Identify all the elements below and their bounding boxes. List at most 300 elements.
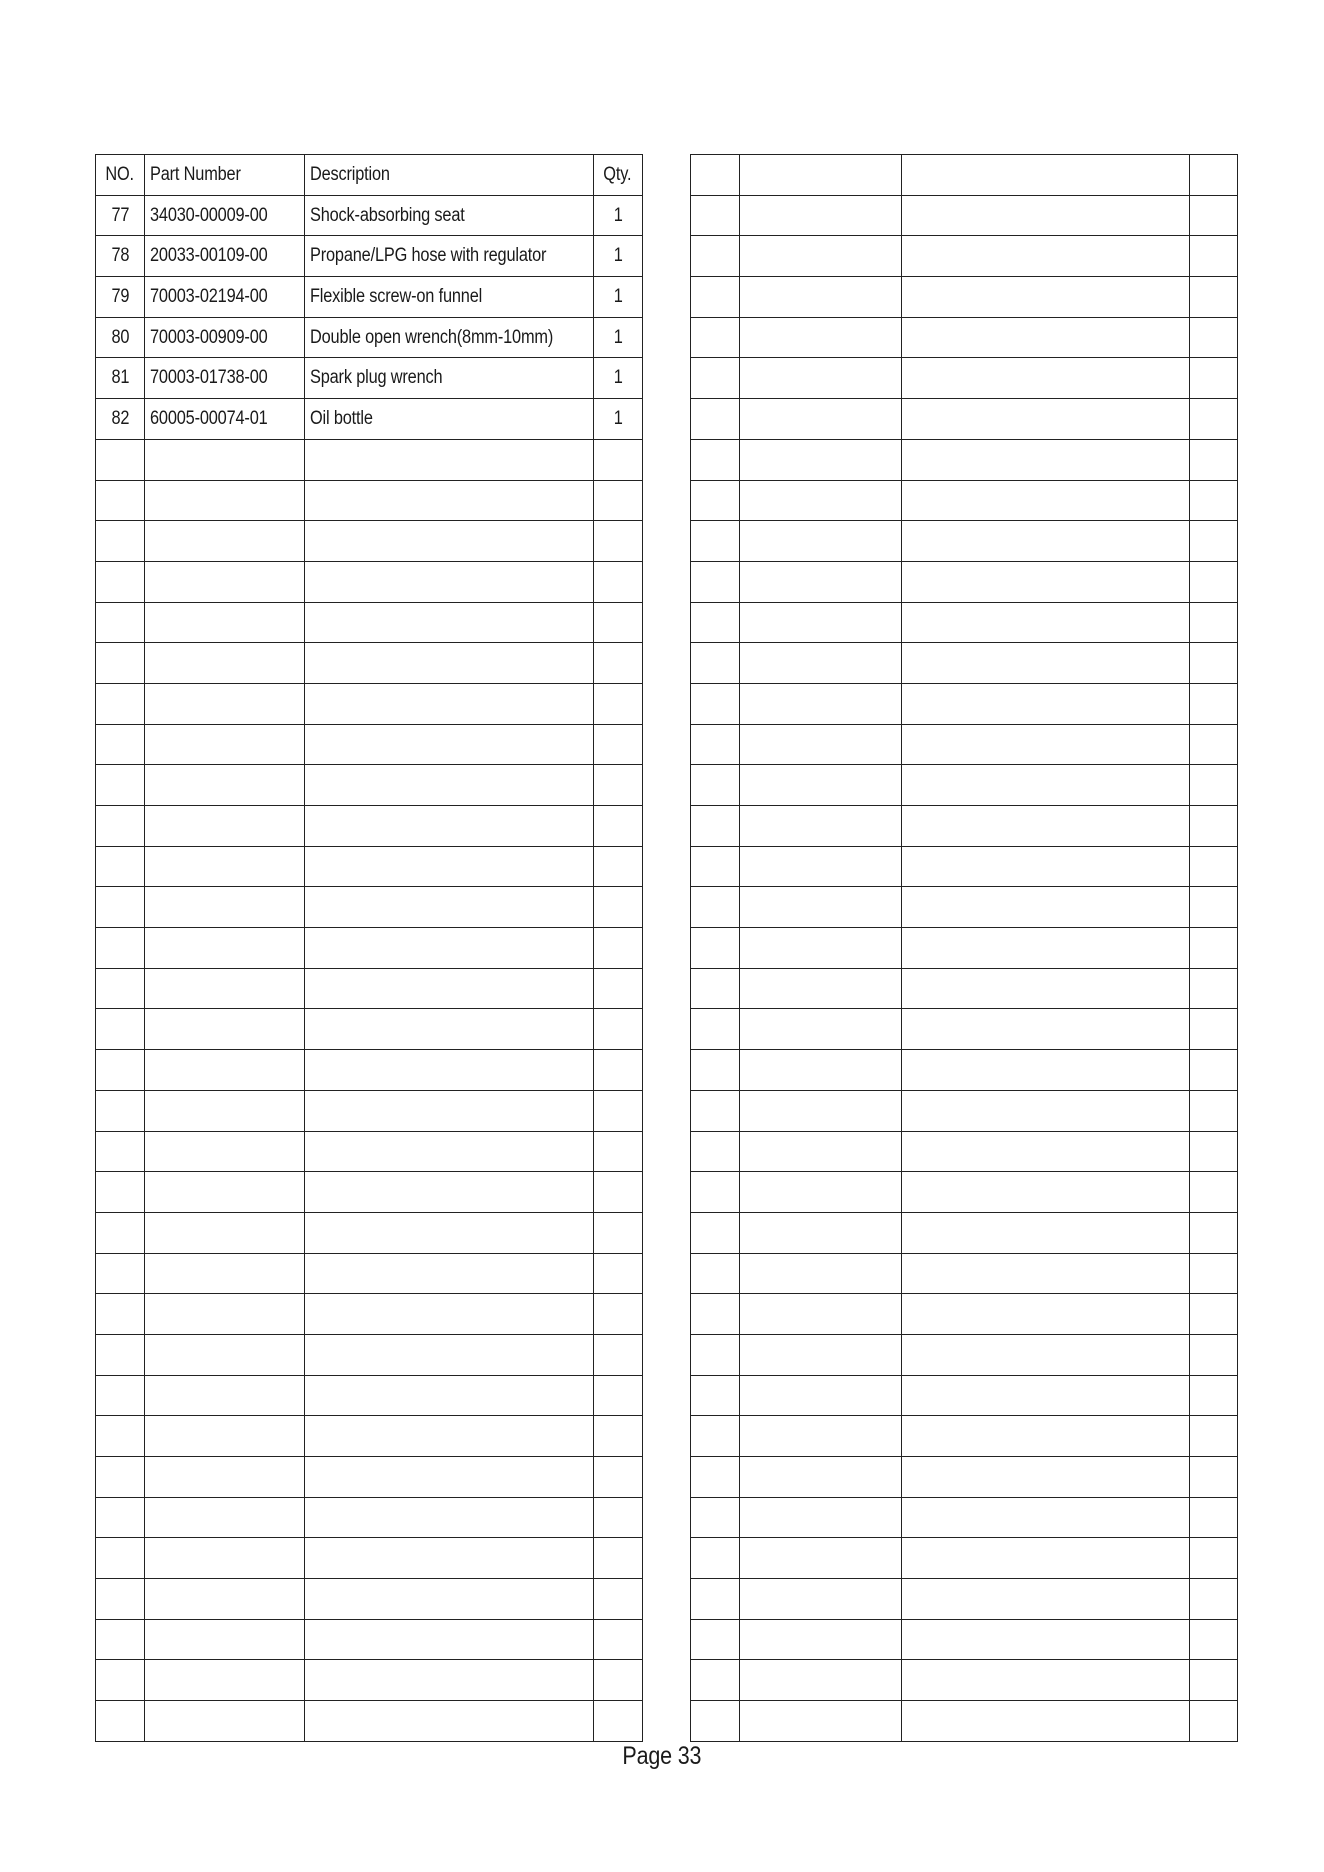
empty-cell [691,1131,740,1172]
table-row [691,1050,1238,1091]
empty-cell [1190,846,1238,887]
cell-part-number [145,1579,305,1620]
cell-description [305,561,594,602]
table-row [96,765,643,806]
empty-cell [1190,887,1238,928]
table-row [691,1457,1238,1498]
empty-cell [740,358,902,399]
cell-no [96,277,145,318]
empty-cell [740,236,902,277]
table-row [691,358,1238,399]
table-row [691,765,1238,806]
cell-text: 70003-02194-00 [150,285,268,307]
table-row [691,1375,1238,1416]
table-row [96,643,643,684]
empty-cell [1190,602,1238,643]
empty-cell [1190,1497,1238,1538]
cell-text: 1 [613,407,623,429]
empty-cell [691,236,740,277]
cell-qty [593,1009,642,1050]
empty-cell [691,1172,740,1213]
cell-qty [593,1457,642,1498]
table-row [96,683,643,724]
empty-cell [1190,1660,1238,1701]
empty-cell [1190,1701,1238,1742]
cell-part-number [145,643,305,684]
cell-part-number [145,1253,305,1294]
empty-cell [740,1009,902,1050]
empty-cell [740,1701,902,1742]
empty-cell [1190,358,1238,399]
table-row [691,724,1238,765]
cell-text: 82 [111,407,129,429]
cell-no [96,1579,145,1620]
table-row [691,806,1238,847]
cell-description [305,1131,594,1172]
cell-text: Flexible screw-on funnel [310,285,483,307]
empty-cell [902,1009,1190,1050]
parts-table-left [95,154,643,1742]
empty-cell [691,887,740,928]
empty-cell [1190,1131,1238,1172]
empty-cell [740,195,902,236]
cell-qty [593,1497,642,1538]
cell-part-number [145,521,305,562]
table-row [691,1253,1238,1294]
table-row [96,480,643,521]
empty-cell [902,317,1190,358]
table-row [96,1212,643,1253]
cell-no [96,1497,145,1538]
empty-cell [1190,1538,1238,1579]
table-row [691,439,1238,480]
empty-cell [691,1497,740,1538]
table-row [96,521,643,562]
empty-cell [740,643,902,684]
table-row [691,1212,1238,1253]
empty-cell [740,1131,902,1172]
cell-part-number [145,1009,305,1050]
table-row [96,602,643,643]
empty-cell [902,155,1190,196]
cell-part-number [145,1212,305,1253]
table-row [691,1172,1238,1213]
cell-part-number [145,236,305,277]
cell-description [305,968,594,1009]
empty-cell [691,1579,740,1620]
empty-cell [740,480,902,521]
empty-cell [902,195,1190,236]
table-row [96,1090,643,1131]
empty-cell [691,1457,740,1498]
empty-cell [691,1050,740,1091]
cell-qty [593,1131,642,1172]
empty-cell [902,887,1190,928]
cell-description [305,1579,594,1620]
empty-cell [1190,521,1238,562]
empty-cell [902,399,1190,440]
empty-cell [740,683,902,724]
cell-qty [593,1253,642,1294]
table-row [691,846,1238,887]
cell-text: Spark plug wrench [310,367,443,389]
table-row [96,236,643,277]
cell-description [305,806,594,847]
empty-cell [902,806,1190,847]
empty-cell [691,1294,740,1335]
table-row [691,1090,1238,1131]
table-row [96,1660,643,1701]
cell-no [96,724,145,765]
empty-cell [902,602,1190,643]
empty-cell [1190,1009,1238,1050]
cell-qty [593,1416,642,1457]
empty-cell [740,317,902,358]
cell-no [96,1050,145,1091]
cell-qty [593,683,642,724]
cell-part-number [145,561,305,602]
empty-cell [902,1050,1190,1091]
empty-cell [1190,1090,1238,1131]
cell-no [96,317,145,358]
table-row [691,602,1238,643]
empty-cell [1190,1294,1238,1335]
empty-cell [902,1457,1190,1498]
empty-cell [740,1375,902,1416]
cell-description [305,1375,594,1416]
cell-part-number [145,1050,305,1091]
cell-text: 1 [613,285,623,307]
cell-no [96,968,145,1009]
table-row [96,887,643,928]
cell-no [96,236,145,277]
cell-part-number [145,195,305,236]
table-row [691,317,1238,358]
empty-cell [1190,724,1238,765]
cell-part-number [145,846,305,887]
cell-description [305,1416,594,1457]
table-row [96,806,643,847]
empty-cell [740,1660,902,1701]
cell-description [305,1538,594,1579]
empty-cell [902,928,1190,969]
cell-part-number [145,1660,305,1701]
empty-cell [691,1253,740,1294]
cell-description [305,846,594,887]
cell-part-number [145,1457,305,1498]
cell-part-number [145,1538,305,1579]
table-row [691,195,1238,236]
empty-cell [691,928,740,969]
empty-cell [740,155,902,196]
cell-part-number [145,1619,305,1660]
cell-no [96,846,145,887]
empty-cell [691,399,740,440]
cell-text: Oil bottle [310,407,373,429]
empty-cell [902,236,1190,277]
table-row [691,683,1238,724]
empty-cell [1190,439,1238,480]
cell-description [305,277,594,318]
empty-cell [740,561,902,602]
empty-cell [902,1334,1190,1375]
cell-description [305,439,594,480]
empty-cell [740,602,902,643]
table-row [691,1009,1238,1050]
cell-qty [593,765,642,806]
empty-cell [740,1090,902,1131]
table-row [96,195,643,236]
cell-qty [593,358,642,399]
empty-cell [902,1131,1190,1172]
cell-text: 81 [111,367,129,389]
cell-text: 1 [613,326,623,348]
empty-cell [740,1497,902,1538]
cell-description [305,1212,594,1253]
header-part-number: Part Number [145,155,305,196]
table-row [96,968,643,1009]
cell-description [305,1009,594,1050]
cell-description [305,1253,594,1294]
table-row [691,1701,1238,1742]
table-row [691,1334,1238,1375]
cell-description [305,1701,594,1742]
table-row [96,846,643,887]
table-row [691,968,1238,1009]
table-row [691,1538,1238,1579]
empty-cell [691,1375,740,1416]
cell-part-number [145,765,305,806]
table-row [96,1253,643,1294]
cell-qty [593,1294,642,1335]
table-row [96,358,643,399]
cell-part-number [145,1416,305,1457]
empty-cell [740,1457,902,1498]
cell-part-number [145,439,305,480]
cell-part-number [145,602,305,643]
empty-cell [691,1701,740,1742]
cell-no [96,439,145,480]
empty-cell [1190,1375,1238,1416]
empty-cell [740,399,902,440]
table-row [691,480,1238,521]
cell-description [305,195,594,236]
cell-qty [593,1619,642,1660]
empty-cell [740,521,902,562]
empty-cell [691,561,740,602]
cell-part-number [145,1172,305,1213]
empty-cell [691,480,740,521]
empty-cell [740,277,902,318]
empty-cell [740,968,902,1009]
table-row [96,399,643,440]
cell-description [305,643,594,684]
cell-no [96,480,145,521]
cell-text: 79 [111,285,129,307]
empty-cell [740,1619,902,1660]
empty-cell [1190,1212,1238,1253]
cell-no [96,358,145,399]
empty-cell [691,1660,740,1701]
cell-description [305,1334,594,1375]
empty-cell [691,1212,740,1253]
cell-text: Propane/LPG hose with regulator [310,245,547,267]
cell-description [305,1090,594,1131]
table-row [691,561,1238,602]
cell-qty [593,1172,642,1213]
empty-cell [691,806,740,847]
cell-part-number [145,968,305,1009]
cell-no [96,928,145,969]
table-row [96,1538,643,1579]
empty-cell [1190,561,1238,602]
cell-qty [593,928,642,969]
empty-cell [691,968,740,1009]
cell-no [96,1334,145,1375]
cell-description [305,317,594,358]
empty-cell [740,1253,902,1294]
cell-no [96,1009,145,1050]
cell-text: 1 [613,204,623,226]
cell-no [96,765,145,806]
table-row [96,1009,643,1050]
cell-qty [593,643,642,684]
empty-cell [1190,643,1238,684]
cell-part-number [145,399,305,440]
empty-cell [1190,195,1238,236]
cell-part-number [145,480,305,521]
empty-cell [1190,480,1238,521]
cell-qty [593,1660,642,1701]
cell-no [96,1416,145,1457]
table-row [96,1334,643,1375]
table-row [691,928,1238,969]
table-row [96,1619,643,1660]
cell-no [96,643,145,684]
empty-cell [691,1334,740,1375]
empty-cell [691,683,740,724]
empty-cell [691,602,740,643]
cell-qty [593,439,642,480]
cell-qty [593,1090,642,1131]
empty-cell [740,1416,902,1457]
empty-cell [902,1619,1190,1660]
empty-cell [902,1497,1190,1538]
table-row [691,1416,1238,1457]
cell-no [96,561,145,602]
table-row [691,521,1238,562]
table-row [691,1660,1238,1701]
table-row [96,1416,643,1457]
cell-part-number [145,1701,305,1742]
empty-cell [1190,1050,1238,1091]
cell-qty [593,1538,642,1579]
empty-cell [740,1212,902,1253]
empty-cell [691,643,740,684]
cell-description [305,1294,594,1335]
empty-cell [1190,399,1238,440]
cell-no [96,1457,145,1498]
header-no: NO. [96,155,145,196]
table-row [96,561,643,602]
empty-cell [902,846,1190,887]
cell-no [96,1212,145,1253]
empty-cell [691,765,740,806]
table-row [691,399,1238,440]
cell-no [96,1701,145,1742]
table-row [691,1294,1238,1335]
cell-text: 78 [111,245,129,267]
cell-qty [593,1334,642,1375]
cell-text: 1 [613,245,623,267]
cell-description [305,1619,594,1660]
empty-cell [902,1701,1190,1742]
empty-cell [691,1538,740,1579]
cell-part-number [145,277,305,318]
cell-part-number [145,317,305,358]
table-row [691,155,1238,196]
table-row [96,439,643,480]
table-row [96,317,643,358]
cell-description [305,358,594,399]
cell-part-number [145,358,305,399]
empty-cell [691,195,740,236]
empty-cell [691,1090,740,1131]
cell-part-number [145,1131,305,1172]
cell-no [96,683,145,724]
cell-qty [593,968,642,1009]
empty-cell [740,928,902,969]
empty-cell [691,1009,740,1050]
cell-no [96,1131,145,1172]
cell-qty [593,399,642,440]
table-row [691,277,1238,318]
table-row [691,1131,1238,1172]
cell-no [96,1090,145,1131]
cell-qty [593,561,642,602]
cell-description [305,399,594,440]
empty-cell [740,1579,902,1620]
cell-qty [593,277,642,318]
empty-cell [691,846,740,887]
empty-cell [1190,928,1238,969]
cell-text: 60005-00074-01 [150,407,268,429]
cell-qty [593,317,642,358]
empty-cell [902,1090,1190,1131]
cell-no [96,1253,145,1294]
page-number: Page 33 [622,1742,702,1770]
cell-part-number [145,928,305,969]
empty-cell [691,358,740,399]
empty-cell [691,317,740,358]
empty-cell [1190,1416,1238,1457]
empty-cell [1190,1619,1238,1660]
empty-cell [902,765,1190,806]
cell-no [96,399,145,440]
table-row [691,643,1238,684]
empty-cell [740,724,902,765]
cell-no [96,1172,145,1213]
empty-cell [1190,1579,1238,1620]
empty-cell [902,1416,1190,1457]
cell-part-number [145,1294,305,1335]
empty-cell [1190,277,1238,318]
empty-cell [1190,1253,1238,1294]
empty-cell [902,1375,1190,1416]
cell-qty [593,1212,642,1253]
cell-part-number [145,1334,305,1375]
table-row [96,277,643,318]
